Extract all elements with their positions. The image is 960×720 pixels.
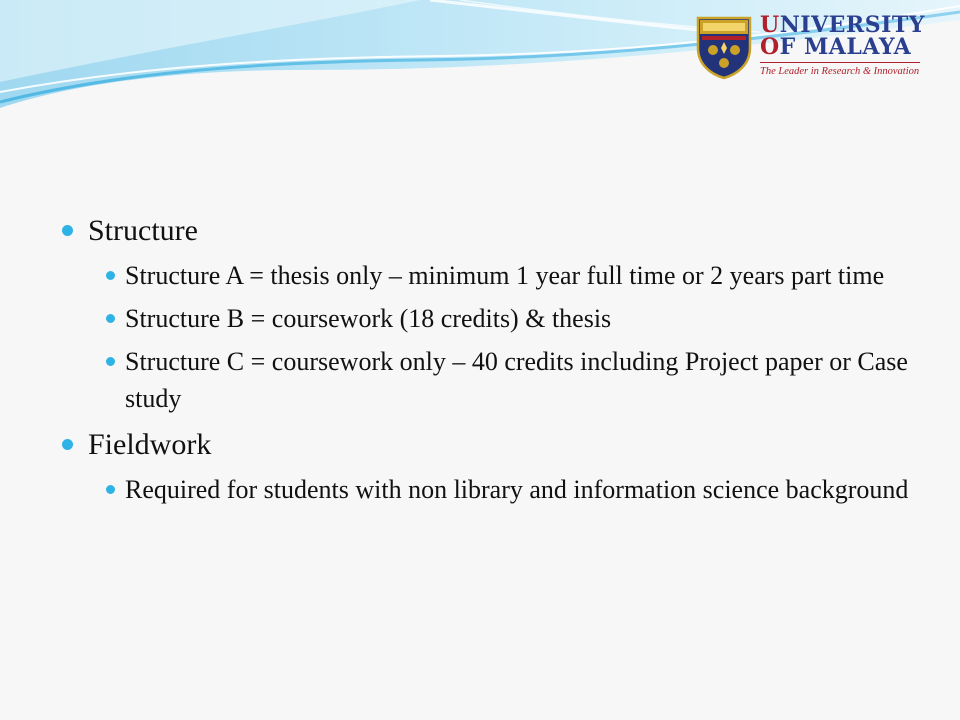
- bullet-dot-icon: [106, 271, 115, 280]
- logo-tagline: The Leader in Research & Innovation: [760, 66, 920, 77]
- sub-bullet-text: Structure B = coursework (18 credits) & thesis: [125, 304, 612, 333]
- fieldwork-sub-list: [60, 471, 920, 508]
- sub-bullet-text: Structure A = thesis only – minimum 1 year full time or 2 years part time: [125, 261, 885, 290]
- bullet-dot-icon: [62, 439, 73, 450]
- bullet-dot-icon: [106, 485, 115, 494]
- sub-bullet: [104, 343, 920, 417]
- sub-bullet-text: Structure C = coursework only – 40 credits including Project paper or Case study: [125, 347, 908, 413]
- sub-bullet-text: Required for students with non library and information science background: [125, 475, 909, 504]
- logo-divider: [760, 62, 920, 63]
- sub-bullet: [104, 257, 920, 294]
- bullet-fieldwork: [60, 423, 920, 467]
- bullet-heading: Fieldwork: [88, 428, 212, 461]
- logo-line-2: OF MALAYA: [760, 34, 912, 60]
- bullet-dot-icon: [106, 314, 115, 323]
- slide-content: [60, 207, 920, 514]
- university-crest-icon: [694, 14, 754, 80]
- logo-line-1: UNIVERSITY: [760, 12, 925, 38]
- bullet-dot-icon: [106, 357, 115, 366]
- bullet-structure: [60, 209, 920, 253]
- bullet-dot-icon: [62, 225, 73, 236]
- university-wordmark: [760, 12, 926, 82]
- bullet-heading: Structure: [88, 214, 198, 247]
- structure-sub-list: [60, 257, 920, 417]
- sub-bullet: [104, 471, 920, 508]
- university-logo: [694, 12, 926, 82]
- sub-bullet: [104, 300, 920, 337]
